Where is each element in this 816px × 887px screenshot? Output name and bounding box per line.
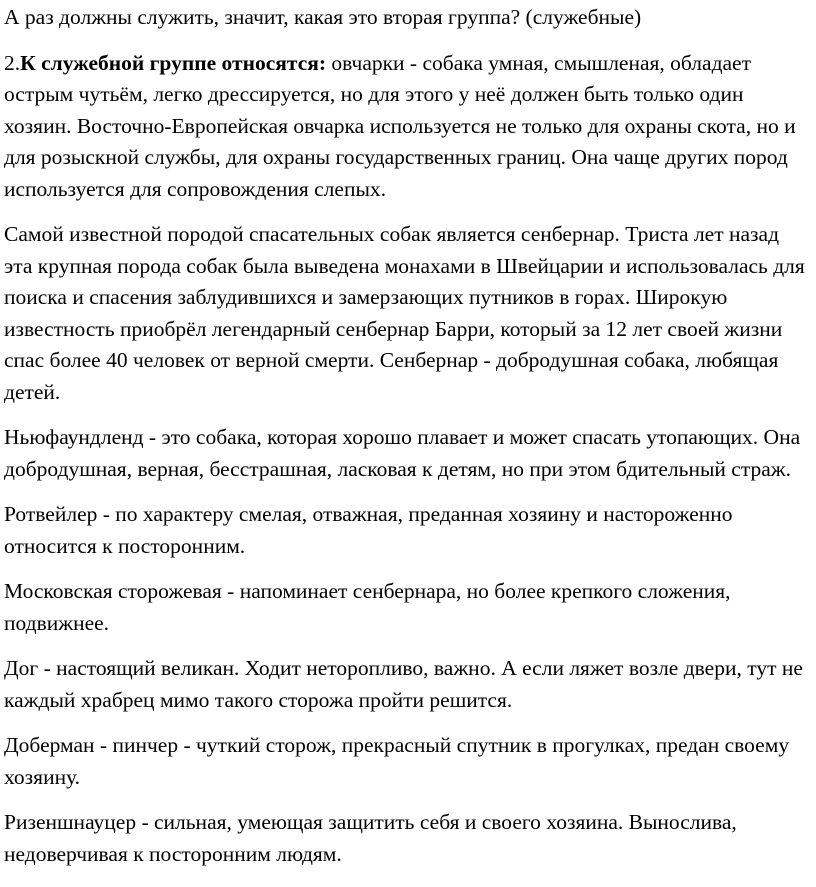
moscow-watchdog-paragraph: Московская сторожевая - напоминает сенбернара, но более крепкого сложения, подвижнее. bbox=[4, 579, 731, 635]
section-heading: К служебной группе относятся: bbox=[20, 50, 327, 75]
great-dane-paragraph: Дог - настоящий великан. Ходит неторопливо, важно. А если ляжет возле двери, тут не каждый храбрец мимо такого сторожа пройти решится. bbox=[4, 656, 803, 712]
doberman-paragraph: Доберман - пинчер - чуткий сторож, прекрасный спутник в прогулках, предан своему хозяину. bbox=[4, 733, 790, 789]
section-text: овчарки - собака умная, смышленая, обладает острым чутьём, легко дрессируется, но для этого у неё должен быть только один хозяин. Восточно-Европейская овчарка используется не только для охраны скота, но и для розыскной службы, для охраны государственных границ. Она чаще других пород используется для сопровождения слепых. bbox=[4, 50, 796, 201]
giant-schnauzer-paragraph: Ризеншнауцер - сильная, умеющая защитить себя и своего хозяина. Вынослива, недоверчивая к посторонним людям. bbox=[4, 810, 737, 866]
saint-bernard-paragraph: Самой известной породой спасательных собак является сенбернар. Триста лет назад эта крупная порода собак была выведена монахами в Швейцарии и использовалась для поиска и спасения заблудившихся и замерзающих путников в горах. Широкую известность приобрёл легендарный сенбернар Барри, который за 12 лет своей жизни спас более 40 человек от верной смерти. Сенбернар - добродушная собака, любящая детей. bbox=[4, 222, 805, 404]
newfoundland-paragraph: Ньюфаундленд - это собака, которая хорошо плавает и может спасать утопающих. Она добродушная, верная, бесстрашная, ласковая к детям, но при этом бдительный страж. bbox=[4, 425, 801, 481]
service-group-paragraph bbox=[4, 48, 812, 206]
document-body bbox=[0, 2, 816, 870]
intro-paragraph: А раз должны служить, значит, какая это вторая группа? (служебные) bbox=[4, 5, 642, 29]
section-number: 2. bbox=[4, 50, 21, 75]
rottweiler-paragraph: Ротвейлер - по характеру смелая, отважная, преданная хозяину и настороженно относится к посторонним. bbox=[4, 502, 733, 558]
